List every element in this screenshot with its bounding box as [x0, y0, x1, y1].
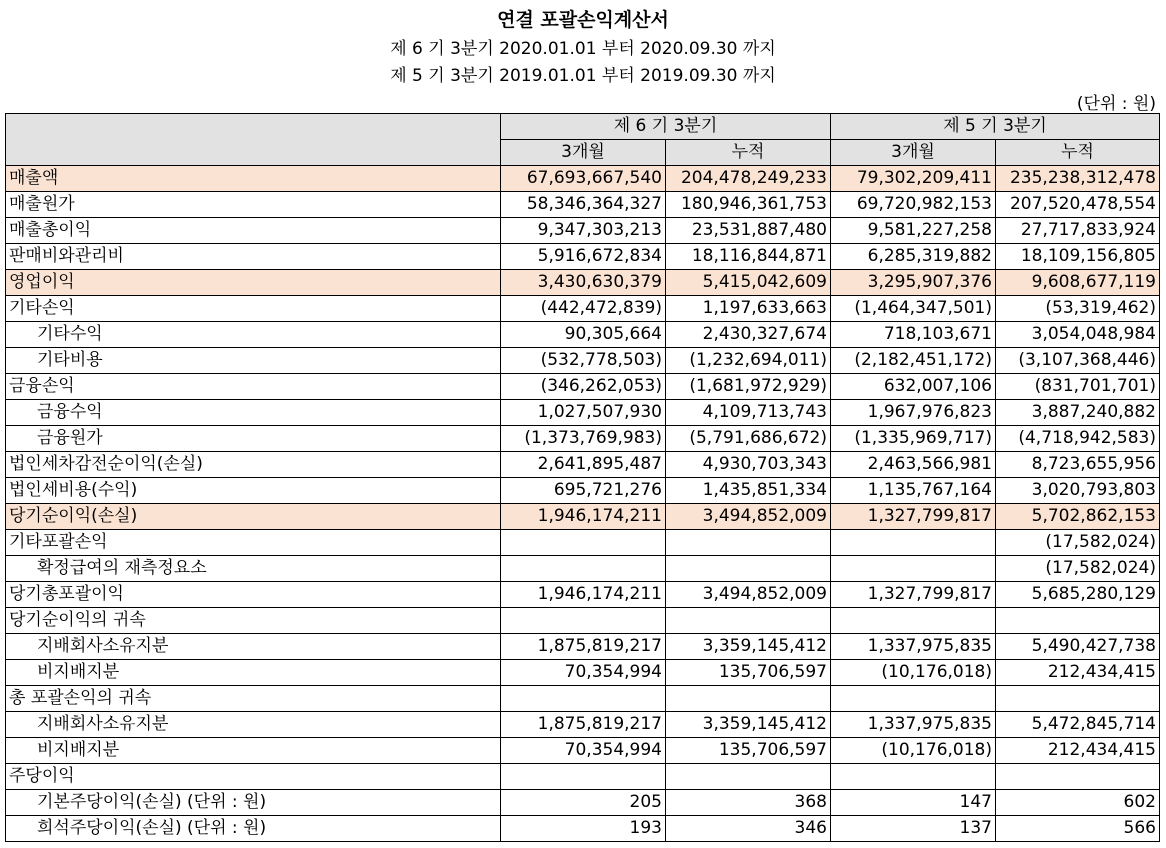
row-value: 718,103,671 [831, 322, 996, 348]
row-value: 1,435,851,334 [666, 478, 831, 504]
row-value: 695,721,276 [501, 478, 666, 504]
row-label: 지배회사소유지분 [6, 712, 501, 738]
row-value: (346,262,053) [501, 374, 666, 400]
table-row [6, 504, 1160, 530]
row-value [831, 556, 996, 582]
row-label: 희석주당이익(손실) (단위 : 원) [6, 816, 501, 842]
row-value: 1,946,174,211 [501, 504, 666, 530]
row-value: (10,176,018) [831, 738, 996, 764]
row-value: 3,359,145,412 [666, 634, 831, 660]
row-value: 346 [666, 816, 831, 842]
row-label: 총 포괄손익의 귀속 [6, 686, 501, 712]
row-value [501, 556, 666, 582]
row-value: 137 [831, 816, 996, 842]
table-row [6, 270, 1160, 296]
row-label: 매출원가 [6, 192, 501, 218]
row-value [831, 686, 996, 712]
row-label: 법인세비용(수익) [6, 478, 501, 504]
row-value: 9,347,303,213 [501, 218, 666, 244]
table-row [6, 608, 1160, 634]
table-row [6, 686, 1160, 712]
row-value: 3,054,048,984 [996, 322, 1160, 348]
row-value: 3,887,240,882 [996, 400, 1160, 426]
row-value [996, 608, 1160, 634]
row-value: (10,176,018) [831, 660, 996, 686]
table-row [6, 478, 1160, 504]
row-label: 확정급여의 재측정요소 [6, 556, 501, 582]
row-value: 193 [501, 816, 666, 842]
table-row [6, 738, 1160, 764]
row-value: 23,531,887,480 [666, 218, 831, 244]
table-row [6, 296, 1160, 322]
row-value: 67,693,667,540 [501, 166, 666, 192]
row-value: (1,232,694,011) [666, 348, 831, 374]
header-current-cum: 누적 [666, 140, 831, 166]
row-value: 5,685,280,129 [996, 582, 1160, 608]
row-value [666, 686, 831, 712]
period-prior: 제 5 기 3분기 2019.01.01 부터 2019.09.30 까지 [390, 66, 776, 86]
row-value: 1,027,507,930 [501, 400, 666, 426]
row-value: 205 [501, 790, 666, 816]
row-value: 602 [996, 790, 1160, 816]
income-statement-table [5, 113, 1160, 842]
row-value: 1,875,819,217 [501, 712, 666, 738]
row-value: 204,478,249,233 [666, 166, 831, 192]
row-value [501, 686, 666, 712]
row-value: 9,608,677,119 [996, 270, 1160, 296]
table-row [6, 816, 1160, 842]
row-label: 금융원가 [6, 426, 501, 452]
row-value: 8,723,655,956 [996, 452, 1160, 478]
period-current: 제 6 기 3분기 2020.01.01 부터 2020.09.30 까지 [390, 39, 776, 59]
row-value [666, 764, 831, 790]
row-value: 4,930,703,343 [666, 452, 831, 478]
row-value: 1,327,799,817 [831, 582, 996, 608]
row-value [501, 764, 666, 790]
table-row [6, 712, 1160, 738]
row-value: (1,335,969,717) [831, 426, 996, 452]
row-value: 5,702,862,153 [996, 504, 1160, 530]
row-label: 당기순이익의 귀속 [6, 608, 501, 634]
row-value: 135,706,597 [666, 738, 831, 764]
row-value [666, 530, 831, 556]
row-value: (532,778,503) [501, 348, 666, 374]
row-value: (17,582,024) [996, 556, 1160, 582]
statement-title: 연결 포괄손익계산서 [497, 9, 669, 31]
row-value: 368 [666, 790, 831, 816]
table-row [6, 322, 1160, 348]
table-row [6, 660, 1160, 686]
row-value: 1,875,819,217 [501, 634, 666, 660]
row-value: (1,373,769,983) [501, 426, 666, 452]
row-label: 금융수익 [6, 400, 501, 426]
row-value [831, 764, 996, 790]
row-value [996, 764, 1160, 790]
row-label: 영업이익 [6, 270, 501, 296]
row-label: 기본주당이익(손실) (단위 : 원) [6, 790, 501, 816]
header-blank [6, 114, 501, 166]
table-row [6, 400, 1160, 426]
row-value: 3,295,907,376 [831, 270, 996, 296]
row-value: 5,472,845,714 [996, 712, 1160, 738]
row-value [501, 530, 666, 556]
row-value: 1,967,976,823 [831, 400, 996, 426]
row-value: 1,327,799,817 [831, 504, 996, 530]
row-value: 212,434,415 [996, 738, 1160, 764]
row-value: (831,701,701) [996, 374, 1160, 400]
row-value [831, 530, 996, 556]
table-row [6, 374, 1160, 400]
row-value: 3,494,852,009 [666, 504, 831, 530]
row-value: 5,490,427,738 [996, 634, 1160, 660]
row-label: 기타수익 [6, 322, 501, 348]
table-row [6, 530, 1160, 556]
row-value: 212,434,415 [996, 660, 1160, 686]
row-value: 3,359,145,412 [666, 712, 831, 738]
row-value: 3,020,793,803 [996, 478, 1160, 504]
row-value [501, 608, 666, 634]
table-row [6, 218, 1160, 244]
row-value: 180,946,361,753 [666, 192, 831, 218]
row-label: 매출총이익 [6, 218, 501, 244]
row-label: 금융손익 [6, 374, 501, 400]
row-value: 632,007,106 [831, 374, 996, 400]
row-value: (1,464,347,501) [831, 296, 996, 322]
row-value: 3,430,630,379 [501, 270, 666, 296]
row-value: 18,109,156,805 [996, 244, 1160, 270]
row-value: 2,430,327,674 [666, 322, 831, 348]
unit-label: (단위 : 원) [1076, 94, 1156, 114]
table-row [6, 244, 1160, 270]
row-value: 235,238,312,478 [996, 166, 1160, 192]
row-value: (4,718,942,583) [996, 426, 1160, 452]
header-prior-3m: 3개월 [831, 140, 996, 166]
row-value: (3,107,368,446) [996, 348, 1160, 374]
row-value: (53,319,462) [996, 296, 1160, 322]
row-value: 69,720,982,153 [831, 192, 996, 218]
row-label: 매출액 [6, 166, 501, 192]
row-label: 지배회사소유지분 [6, 634, 501, 660]
row-label: 당기총포괄이익 [6, 582, 501, 608]
row-label: 주당이익 [6, 764, 501, 790]
table-row [6, 634, 1160, 660]
row-value: 70,354,994 [501, 660, 666, 686]
table-row [6, 166, 1160, 192]
row-value: 5,415,042,609 [666, 270, 831, 296]
row-label: 당기순이익(손실) [6, 504, 501, 530]
table-row [6, 790, 1160, 816]
header-current-3m: 3개월 [501, 140, 666, 166]
row-value: 58,346,364,327 [501, 192, 666, 218]
row-value: 1,946,174,211 [501, 582, 666, 608]
table-row [6, 452, 1160, 478]
row-value: 18,116,844,871 [666, 244, 831, 270]
header-prior-cum: 누적 [996, 140, 1160, 166]
row-value: 147 [831, 790, 996, 816]
row-label: 법인세차감전순이익(손실) [6, 452, 501, 478]
row-value: 135,706,597 [666, 660, 831, 686]
row-label: 기타손익 [6, 296, 501, 322]
row-value [666, 556, 831, 582]
row-value: 90,305,664 [501, 322, 666, 348]
row-value: 1,337,975,835 [831, 712, 996, 738]
row-value: 1,337,975,835 [831, 634, 996, 660]
row-label: 비지배지분 [6, 660, 501, 686]
table-row [6, 556, 1160, 582]
row-label: 판매비와관리비 [6, 244, 501, 270]
row-value: 2,641,895,487 [501, 452, 666, 478]
row-value: 2,463,566,981 [831, 452, 996, 478]
row-value: 79,302,209,411 [831, 166, 996, 192]
row-value: 4,109,713,743 [666, 400, 831, 426]
row-label: 기타비용 [6, 348, 501, 374]
row-label: 기타포괄손익 [6, 530, 501, 556]
row-value: (2,182,451,172) [831, 348, 996, 374]
row-value: 566 [996, 816, 1160, 842]
table-row [6, 582, 1160, 608]
header-group-current: 제 6 기 3분기 [501, 114, 831, 140]
row-label: 비지배지분 [6, 738, 501, 764]
row-value: 27,717,833,924 [996, 218, 1160, 244]
row-value: (17,582,024) [996, 530, 1160, 556]
row-value: 9,581,227,258 [831, 218, 996, 244]
row-value: 1,135,767,164 [831, 478, 996, 504]
row-value: 3,494,852,009 [666, 582, 831, 608]
row-value: 70,354,994 [501, 738, 666, 764]
row-value: 1,197,633,663 [666, 296, 831, 322]
table-row [6, 764, 1160, 790]
row-value: (442,472,839) [501, 296, 666, 322]
header-group-prior: 제 5 기 3분기 [831, 114, 1160, 140]
row-value [666, 608, 831, 634]
table-row [6, 192, 1160, 218]
row-value: (1,681,972,929) [666, 374, 831, 400]
row-value [996, 686, 1160, 712]
table-row [6, 348, 1160, 374]
row-value: (5,791,686,672) [666, 426, 831, 452]
table-row [6, 426, 1160, 452]
row-value: 5,916,672,834 [501, 244, 666, 270]
row-value: 207,520,478,554 [996, 192, 1160, 218]
row-value [831, 608, 996, 634]
row-value: 6,285,319,882 [831, 244, 996, 270]
